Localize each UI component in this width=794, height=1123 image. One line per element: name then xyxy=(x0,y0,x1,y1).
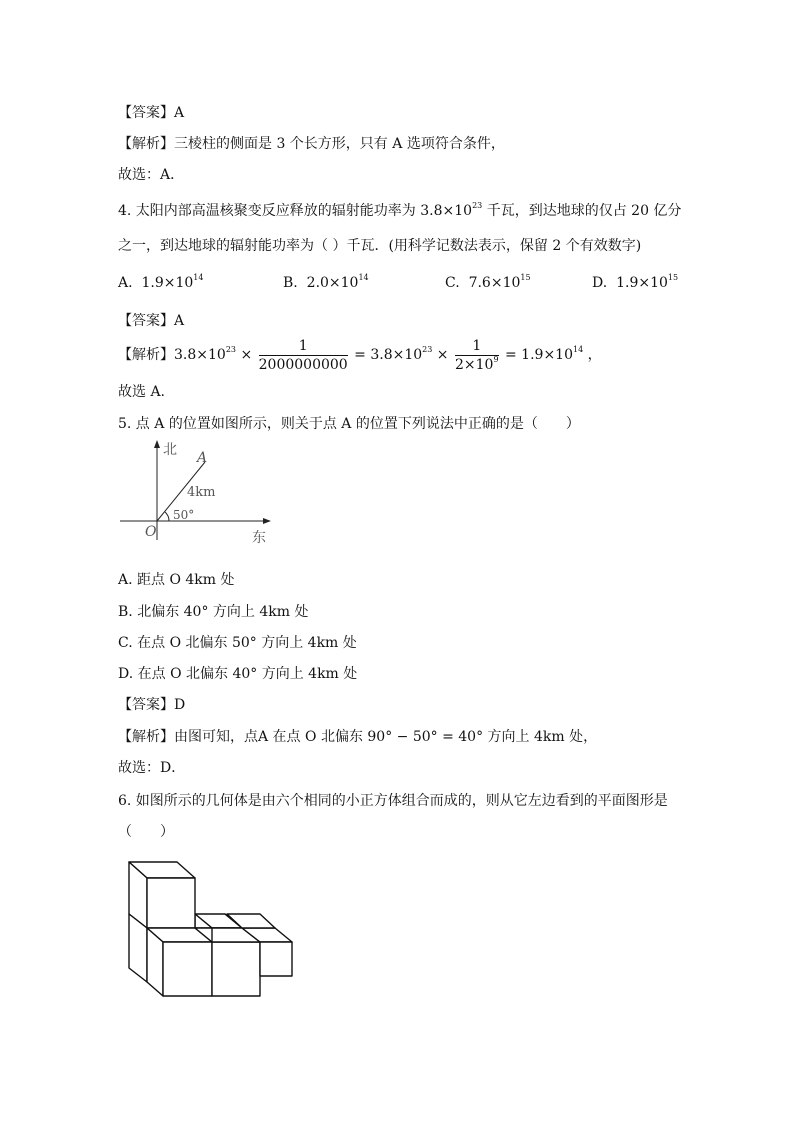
q4-stem-text-b: 千瓦，到达地球的仅占 20 亿分 xyxy=(482,203,682,219)
analysis-end: ， xyxy=(583,347,602,363)
q5-analysis: 【解析】由图可知，点A 在点 O 北偏东 90° − 50° = 40° 方向上 4km 处， xyxy=(118,729,598,745)
option-label: D. xyxy=(592,275,608,291)
option-label: B. xyxy=(283,275,298,291)
cube-front-face xyxy=(163,942,212,996)
option-exponent: 14 xyxy=(193,273,204,282)
q4-option-d xyxy=(592,273,678,293)
fraction-1 xyxy=(259,337,348,374)
q5-option-c: C. 在点 O 北偏东 50° 方向上 4km 处 xyxy=(118,635,357,651)
cube-front-face xyxy=(260,942,292,976)
q6-stem-line1: 6. 如图所示的几何体是由六个相同的小正方体组合而成的，则从它左边看到的平面图形是 xyxy=(118,793,668,809)
option-exponent: 15 xyxy=(667,273,679,282)
analysis-term: = 3.8×10 xyxy=(349,347,423,363)
q4-stem-line1 xyxy=(118,201,681,221)
north-arrow-icon xyxy=(154,440,160,448)
origin-label: O xyxy=(145,524,157,540)
option-base: 7.6×10 xyxy=(468,275,521,291)
option-base: 2.0×10 xyxy=(306,275,359,291)
east-arrow-icon xyxy=(263,518,271,524)
q5-option-b: B. 北偏东 40° 方向上 4km 处 xyxy=(118,604,309,620)
option-label: C. xyxy=(445,275,460,291)
option-exponent: 15 xyxy=(520,273,531,282)
cube-solid-figure xyxy=(125,858,297,1000)
analysis-exponent: 14 xyxy=(573,345,584,354)
q4-option-b xyxy=(283,273,369,293)
option-base: 1.9×10 xyxy=(616,275,668,291)
multiply-sign: × xyxy=(432,347,453,363)
cube-front-face xyxy=(147,878,195,928)
cube-front-face xyxy=(212,942,260,996)
q4-answer: 【答案】A xyxy=(118,313,185,329)
option-exponent: 14 xyxy=(358,273,369,282)
fraction-numerator: 1 xyxy=(259,337,348,356)
q4-stem-text-a: 4. 太阳内部高温核聚变反应释放的辐射能功率为 3.8×10 xyxy=(118,203,473,219)
analysis-label: 【解析】 xyxy=(118,347,174,363)
q4-stem-exponent: 23 xyxy=(472,201,483,210)
option-label: A. xyxy=(118,275,133,291)
q3-conclusion: 故选：A． xyxy=(118,167,185,183)
distance-label: 4km xyxy=(187,485,216,500)
q4-stem-line2: 之一，到达地球的辐射能功率为（ ）千瓦．(用科学记数法表示，保留 2 个有效数字) xyxy=(118,238,642,254)
east-label: 东 xyxy=(252,530,266,546)
q5-option-a: A. 距点 O 4km 处 xyxy=(118,572,235,588)
q4-analysis xyxy=(118,336,602,374)
analysis-term: 3.8×10 xyxy=(174,347,226,363)
q3-answer: 【答案】A xyxy=(118,105,185,121)
q6-stem-line2: （ ） xyxy=(118,824,174,840)
denominator-exponent: 9 xyxy=(493,354,499,364)
fraction-numerator: 1 xyxy=(455,337,499,356)
analysis-exponent: 23 xyxy=(225,345,236,354)
q4-option-a xyxy=(118,273,203,293)
angle-arc xyxy=(165,512,169,521)
fraction-denominator xyxy=(455,356,499,374)
q4-conclusion: 故选 A. xyxy=(118,384,166,400)
direction-diagram xyxy=(115,438,275,548)
fraction-2 xyxy=(455,337,499,374)
q3-analysis: 【解析】三棱柱的侧面是 3 个长方形，只有 A 选项符合条件， xyxy=(118,136,505,152)
q4-option-c xyxy=(445,273,531,293)
fraction-denominator: 2000000000 xyxy=(258,356,348,373)
option-base: 1.9×10 xyxy=(141,275,194,291)
angle-label: 50° xyxy=(173,508,195,522)
analysis-exponent: 23 xyxy=(422,345,433,354)
q5-conclusion: 故选：D． xyxy=(118,760,186,776)
north-label: 北 xyxy=(163,442,177,458)
q5-option-d: D. 在点 O 北偏东 40° 方向上 4km 处 xyxy=(118,666,358,682)
denominator-base: 2×10 xyxy=(455,356,494,373)
q5-answer: 【答案】D xyxy=(118,697,186,713)
multiply-sign: × xyxy=(236,347,257,363)
q5-stem: 5. 点 A 的位置如图所示，则关于点 A 的位置下列说法中正确的是（ ） xyxy=(118,416,580,432)
analysis-term: = 1.9×10 xyxy=(500,347,573,363)
point-a-label: A xyxy=(197,450,208,466)
